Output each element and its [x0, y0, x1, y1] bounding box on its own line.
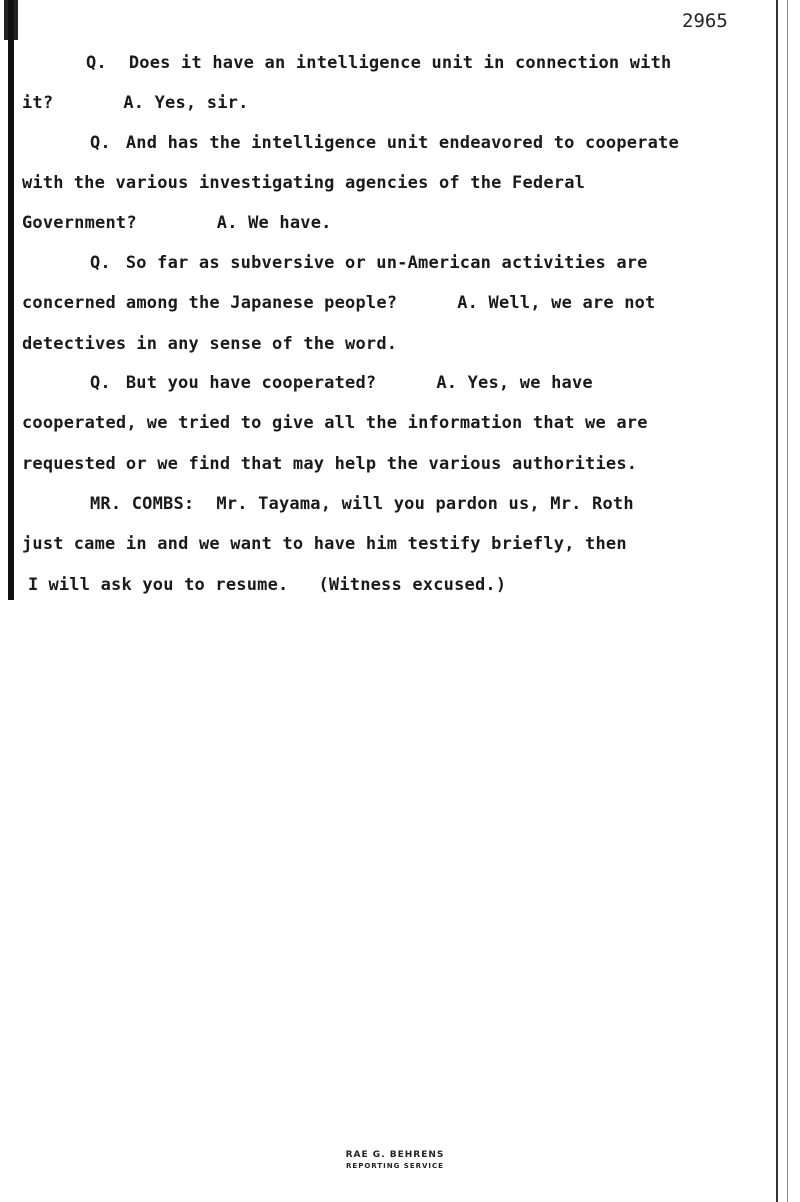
- line-text: came in and we want to have him testify briefly, then: [73, 534, 627, 554]
- transcript-line: [22, 534, 627, 554]
- line-prefix: concerned: [22, 293, 116, 313]
- line-prefix: it?: [22, 93, 54, 113]
- line-prefix: Q.: [90, 373, 111, 393]
- line-text: in any sense of the word.: [136, 334, 398, 354]
- transcript-line: [28, 575, 506, 595]
- line-prefix: I: [28, 575, 39, 595]
- line-text: So far as subversive or un-American activities are: [125, 253, 648, 273]
- transcript-line: [22, 454, 637, 474]
- transcript-line: [90, 133, 679, 153]
- line-text: A. Yes, sir.: [123, 93, 249, 113]
- right-page-edge-outer: [787, 0, 788, 1202]
- transcript-line: [86, 53, 672, 73]
- transcript-line: [22, 213, 332, 233]
- line-speaker: MR. COMBS:: [90, 494, 195, 514]
- line-text: And has the intelligence unit endeavored to cooperate: [125, 133, 679, 153]
- line-text: A. We have.: [216, 213, 332, 233]
- reporting-service-label: REPORTING SERVICE: [346, 1162, 444, 1170]
- transcript-line: [90, 494, 634, 514]
- reporter-footer: [0, 1149, 780, 1172]
- line-text: we tried to give all the information that we are: [146, 413, 648, 433]
- binding-mark-bar: [8, 0, 14, 600]
- line-text: Mr. Tayama, will you pardon us, Mr. Roth: [216, 494, 634, 514]
- line-prefix: detectives: [22, 334, 127, 354]
- line-text: But you have cooperated?: [125, 373, 377, 393]
- transcript-line: [22, 334, 397, 354]
- reporter-name: RAE G. BEHRENS: [345, 1150, 445, 1160]
- line-prefix: Q.: [90, 133, 111, 153]
- line-text: Does it have an intelligence unit in connection with: [128, 53, 672, 73]
- line-text: the various investigating agencies of the Federal: [73, 173, 586, 193]
- line-answer: A. Yes, we have: [436, 373, 593, 393]
- transcript-line: [90, 253, 648, 273]
- transcript-line: [90, 373, 593, 393]
- page-number: 2965: [682, 10, 728, 32]
- line-prefix: requested: [22, 454, 116, 474]
- transcript-line: [22, 173, 585, 193]
- line-prefix: with: [22, 173, 64, 193]
- right-page-edge: [776, 0, 778, 1202]
- line-prefix: cooperated,: [22, 413, 137, 433]
- line-prefix: Q.: [90, 253, 111, 273]
- line-prefix: Q.: [86, 53, 107, 73]
- transcript-line: [22, 293, 656, 313]
- line-prefix: just: [22, 534, 64, 554]
- line-text: will ask you to resume.: [48, 575, 289, 595]
- transcript-line: [22, 93, 249, 113]
- line-text: among the Japanese people?: [125, 293, 398, 313]
- line-answer: A. Well, we are not: [457, 293, 656, 313]
- line-text: or we find that may help the various authorities.: [125, 454, 638, 474]
- transcript-line: [22, 413, 648, 433]
- line-prefix: Government?: [22, 213, 137, 233]
- line-note: (Witness excused.): [318, 575, 507, 595]
